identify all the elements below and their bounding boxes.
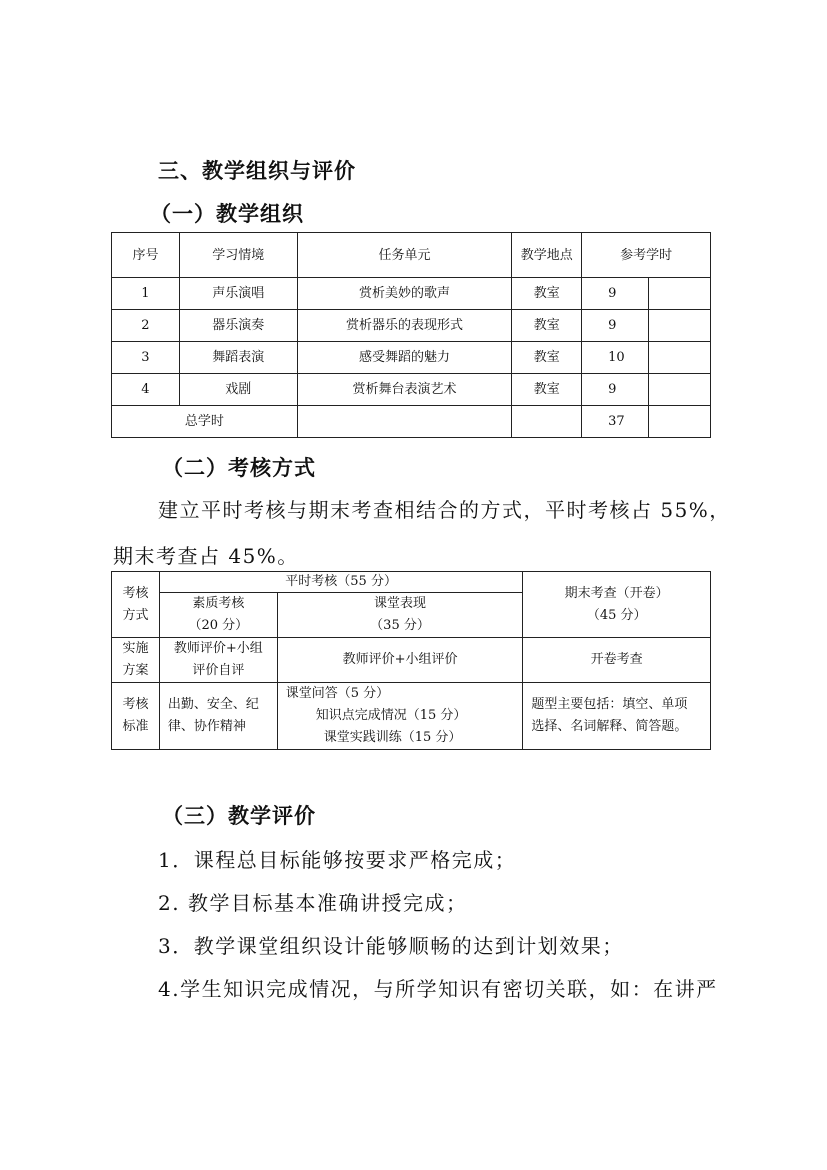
- row-hours: 9: [582, 374, 649, 406]
- std-classroom-line: 课堂实践训练（15 分）: [323, 730, 462, 745]
- impl-quality-line: 教师评价+小组: [173, 641, 263, 656]
- std-final-line: 选择、名词解释、简答题。: [531, 719, 688, 734]
- impl-quality: [159, 638, 277, 683]
- std-label-line: 标准: [122, 719, 149, 734]
- evaluation-heading: （三）教学评价: [162, 803, 316, 828]
- row-situation: 声乐演唱: [179, 278, 297, 310]
- final-line: （45 分）: [586, 607, 647, 623]
- evaluation-item: 4.学生知识完成情况，与所学知识有密切关联，如：在讲严: [158, 977, 718, 1001]
- row-hours: 10: [582, 342, 649, 374]
- row-unit: 感受舞蹈的魅力: [297, 342, 512, 374]
- row-no: 1: [112, 278, 180, 310]
- row-place: 教室: [512, 278, 582, 310]
- header-situation: 学习情境: [179, 233, 297, 278]
- std-quality-line: 出勤、安全、纪: [167, 697, 259, 712]
- row-place: 教室: [512, 310, 582, 342]
- row-empty: [649, 278, 711, 310]
- header-unit: 任务单元: [297, 233, 512, 278]
- org-heading: （一）教学组织: [150, 201, 304, 226]
- impl-label-line: 实施: [122, 641, 149, 656]
- assessment-heading: （二）考核方式: [162, 455, 316, 480]
- impl-final: 开卷考查: [523, 638, 711, 683]
- total-row: [112, 406, 711, 438]
- quality-line: 素质考核: [192, 596, 245, 611]
- regular-assessment: 平时考核（55 分）: [159, 572, 522, 593]
- impl-label-line: 方案: [122, 663, 149, 678]
- header-no: 序号: [112, 233, 180, 278]
- total-hours: 37: [582, 406, 649, 438]
- table-header-row: [112, 233, 711, 278]
- std-classroom-line: 知识点完成情况（15 分）: [315, 708, 467, 723]
- row-no: 3: [112, 342, 180, 374]
- classroom-performance: [277, 593, 523, 638]
- std-quality-line: 律、协作精神: [167, 719, 246, 734]
- std-label-line: 考核: [122, 697, 149, 712]
- std-final: [523, 683, 711, 750]
- total-label: 总学时: [112, 406, 298, 438]
- quality-line: （20 分）: [188, 618, 249, 633]
- row-unit: 赏析舞台表演艺术: [297, 374, 512, 406]
- row-unit: 赏析器乐的表现形式: [297, 310, 512, 342]
- quality-assessment: [159, 593, 277, 638]
- section-title: 三、教学组织与评价: [158, 158, 356, 183]
- row-no: 2: [112, 310, 180, 342]
- table-row: [112, 683, 711, 750]
- classroom-line: （35 分）: [370, 618, 430, 633]
- row-place: 教室: [512, 342, 582, 374]
- row-hours: 9: [582, 278, 649, 310]
- method-label-line: 方式: [122, 607, 149, 623]
- std-classroom: [277, 683, 523, 750]
- impl-quality-line: 评价自评: [192, 663, 245, 678]
- row-empty: [649, 374, 711, 406]
- table-row: [112, 572, 711, 593]
- std-label: [112, 683, 160, 750]
- row-empty: [649, 310, 711, 342]
- header-place: 教学地点: [512, 233, 582, 278]
- impl-label: [112, 638, 160, 683]
- assessment-paragraph-line2: 期末考查占 45%。: [113, 544, 299, 568]
- total-empty: [297, 406, 512, 438]
- teaching-organization-table: [111, 232, 711, 438]
- table-row: [112, 342, 711, 374]
- std-final-line: 题型主要包括：填空、单项: [531, 697, 688, 712]
- assessment-table: [111, 571, 711, 750]
- row-situation: 戏剧: [179, 374, 297, 406]
- row-empty: [649, 342, 711, 374]
- table-row: [112, 278, 711, 310]
- final-line: 期末考查（开卷）: [564, 585, 669, 601]
- table-row: [112, 374, 711, 406]
- row-no: 4: [112, 374, 180, 406]
- std-classroom-line: 课堂问答（5 分）: [285, 686, 390, 701]
- method-label: [112, 572, 160, 638]
- final-assessment: [523, 572, 711, 638]
- row-situation: 器乐演奏: [179, 310, 297, 342]
- method-label-line: 考核: [122, 585, 149, 601]
- total-empty: [512, 406, 582, 438]
- row-place: 教室: [512, 374, 582, 406]
- evaluation-item: 3．教学课堂组织设计能够顺畅的达到计划效果；: [158, 934, 624, 958]
- evaluation-item: 2. 教学目标基本准确讲授完成；: [158, 891, 468, 915]
- total-empty: [649, 406, 711, 438]
- table-row: [112, 638, 711, 683]
- header-hours: 参考学时: [582, 233, 711, 278]
- table-row: [112, 310, 711, 342]
- evaluation-item: 1．课程总目标能够按要求严格完成；: [158, 848, 517, 872]
- row-unit: 赏析美妙的歌声: [297, 278, 512, 310]
- impl-classroom: 教师评价+小组评价: [277, 638, 523, 683]
- row-hours: 9: [582, 310, 649, 342]
- classroom-line: 课堂表现: [374, 596, 427, 611]
- row-situation: 舞蹈表演: [179, 342, 297, 374]
- assessment-paragraph-line1: 建立平时考核与期末考查相结合的方式，平时考核占 55%，: [158, 498, 731, 522]
- std-quality: [159, 683, 277, 750]
